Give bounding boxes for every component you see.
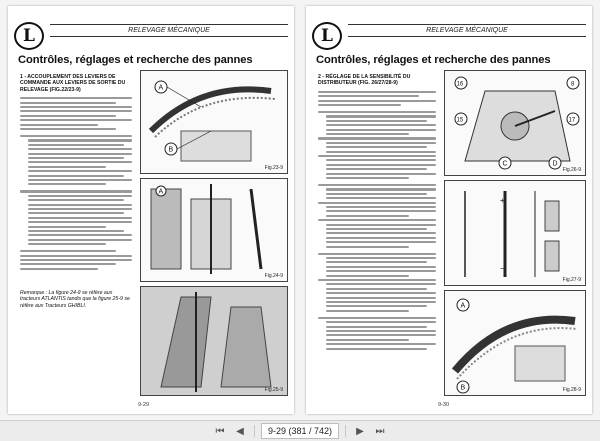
brand-logo: L: [14, 22, 44, 50]
figure-caption: Fig.25-9: [264, 387, 283, 393]
figure-26-9: [444, 70, 586, 176]
toolbar-divider: [345, 425, 346, 437]
page-header: [312, 22, 586, 50]
svg-text:17: 17: [568, 117, 576, 124]
text-column: [20, 74, 132, 275]
paragraph: [20, 97, 132, 130]
page-number: 9-29: [138, 402, 150, 408]
next-page-icon[interactable]: ▶: [356, 425, 364, 437]
text-column: [318, 74, 436, 355]
figure-24-9: [140, 178, 288, 282]
page-header: [14, 22, 288, 50]
page-title: Contrôles, réglages et recherche des pannes: [18, 54, 253, 66]
header-banner: RELEVAGE MÉCANIQUE: [50, 24, 288, 37]
paragraph: [20, 190, 132, 245]
svg-text:D: D: [552, 160, 558, 168]
paragraph: [318, 253, 436, 312]
svg-text:A: A: [158, 188, 164, 196]
first-page-icon[interactable]: ⏮: [215, 425, 225, 437]
figure-caption: Fig.23-9: [264, 165, 283, 171]
section-heading: 2 - RÉGLAGE DE LA SENSIBILITÉ DU DISTRIBUTEUR (FIG. 26/27/28-9): [318, 74, 411, 87]
header-banner: RELEVAGE MÉCANIQUE: [348, 24, 586, 37]
figure-caption: Fig.28-9: [562, 387, 581, 393]
last-page-icon[interactable]: ⏭: [375, 425, 385, 437]
page-title: Contrôles, réglages et recherche des pannes: [316, 54, 551, 66]
right-page: [306, 6, 592, 414]
page-number: 9-30: [438, 402, 450, 408]
svg-text:15: 15: [456, 117, 464, 124]
left-page: [8, 6, 294, 414]
remark-block: [20, 290, 132, 313]
figure-caption: Fig.27-9: [562, 277, 581, 283]
svg-text:A: A: [460, 302, 466, 310]
svg-text:16: 16: [456, 81, 464, 88]
figure-23-9: [140, 70, 288, 174]
page-indicator[interactable]: 9-29 (381 / 742): [261, 423, 339, 439]
toolbar-divider: [254, 425, 255, 437]
section-heading: 1 - ACCOUPLEMENT DES LEVIERS DE COMMANDE AUX LEVIERS DE SORTIE DU RELEVAGE (FIG.22/23-9): [20, 74, 126, 93]
svg-text:C: C: [502, 160, 508, 168]
figure-28-9: [444, 290, 586, 396]
figure-25-9: [140, 286, 288, 396]
figure-caption: Fig.26-9: [562, 167, 581, 173]
viewer-toolbar: [0, 420, 600, 441]
prev-page-icon[interactable]: ◀: [236, 425, 244, 437]
paragraph: [318, 317, 436, 350]
svg-text:+: +: [500, 196, 505, 205]
svg-text:B: B: [168, 146, 174, 154]
paragraph: [20, 135, 132, 185]
paragraph: [318, 184, 436, 248]
paragraph: [318, 111, 436, 179]
figure-27-9: [444, 180, 586, 286]
svg-text:−: −: [500, 264, 505, 273]
paragraph: [20, 250, 132, 270]
svg-text:A: A: [158, 84, 164, 92]
paragraph: [318, 91, 436, 106]
brand-logo: L: [312, 22, 342, 50]
remark-text: Remarque : La figure 24-9 se réfère aux tracteurs ATLANTIS tandis que la figure 25-9 se réfère aux Tracteurs GHIBLI.: [20, 290, 130, 309]
svg-text:B: B: [460, 384, 466, 392]
svg-text:8: 8: [571, 81, 575, 88]
figure-caption: Fig.24-9: [264, 273, 283, 279]
